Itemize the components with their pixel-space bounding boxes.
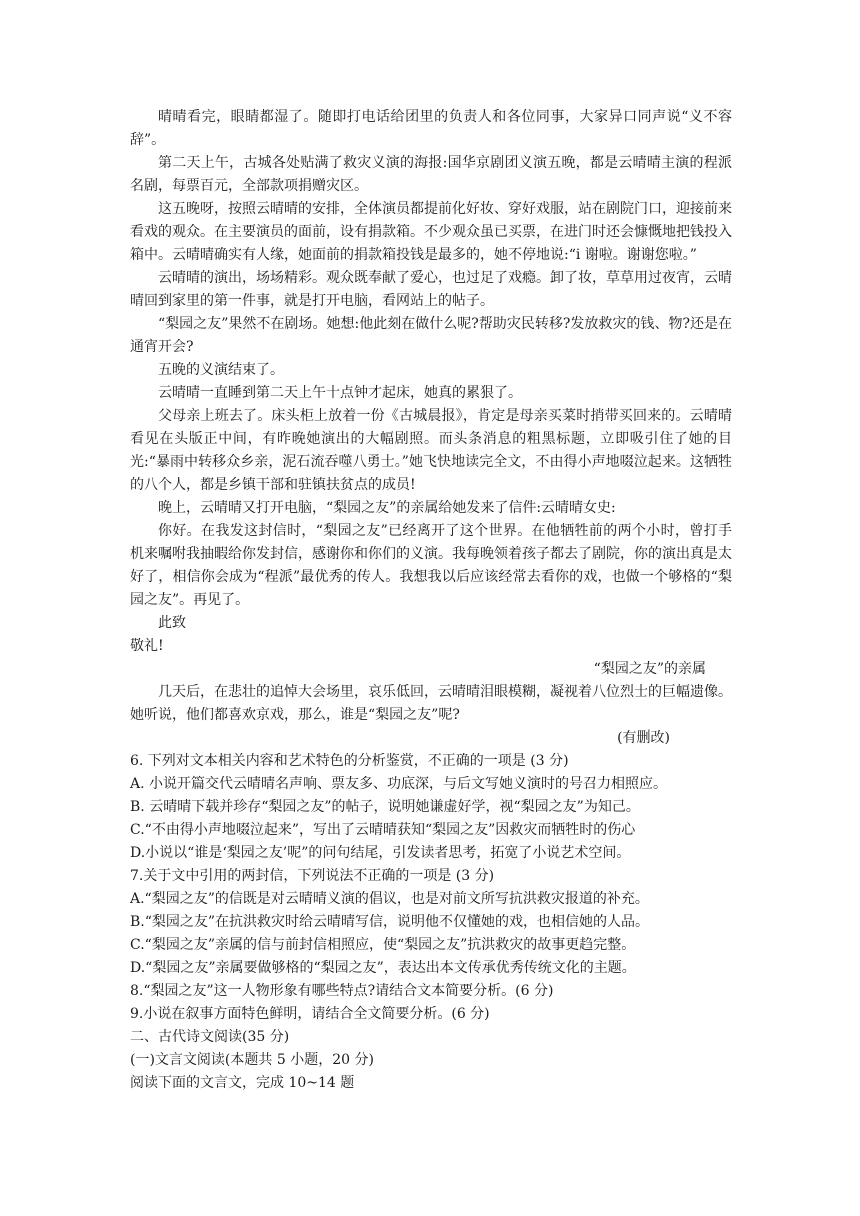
question-6: 6. 下列对文本相关内容和艺术特色的分析鉴赏，不正确的一项是 (3 分) — [130, 753, 569, 769]
question-9: 9.小说在叙事方面特色鲜明，请结合全文简要分析。(6 分) — [130, 1006, 490, 1022]
option-6b: B. 云晴晴下载并珍存“梨园之友”的帖子，说明她谦虚好学，视“梨园之友”为知己。 — [130, 799, 640, 815]
paragraph: 五晚的义演结束了。 — [158, 362, 284, 378]
section-heading: 二、古代诗文阅读(35 分) — [130, 1029, 290, 1045]
paragraph: 云晴晴一直睡到第二天上午十点钟才起床，她真的累狠了。 — [158, 385, 522, 401]
option-7c: C.“梨园之友”亲属的信与前封信相照应，使“梨园之友”抗洪救灾的故事更趋完整。 — [130, 937, 636, 953]
paragraph: 云晴晴的演出，场场精彩。观众既奉献了爱心，也过足了戏瘾。卸了妆，草草用过夜宵，云晴晴回到家里的第一件事，就是打开电脑，看网站上的帖子。 — [130, 270, 732, 309]
letter-signature: “梨园之友”的亲属 — [593, 661, 706, 677]
letter-body: 你好。在我发这封信时，“梨园之友”已经离开了这个世界。在他牺牲前的两个小时，曾打手机来嘱咐我抽暇给你发封信，感谢你和你们的义演。我每晚领着孩子都去了剧院，你的演出真是太好了，相信你会成为“程派”最优秀的传人。我想我以后应该经常去看你的戏，也做一个够格的“梨园之友”。再见了。 — [130, 523, 732, 608]
paragraph: 第二天上午，古城各处贴满了救灾义演的海报:国华京剧团义演五晚，都是云晴晴主演的程派名剧，每票百元，全部款项捐赠灾区。 — [130, 155, 732, 194]
question-7: 7.关于文中引用的两封信，下列说法不正确的一项是 (3 分) — [130, 868, 495, 884]
document-body — [130, 106, 732, 1095]
paragraph: 这五晚呀，按照云晴晴的安排，全体演员都提前化好妆、穿好戏服，站在剧院门口，迎接前来看戏的观众。在主要演员的面前，设有捐款箱。不少观众虽已买票，在进门时还会慷慨地把钱投入箱中。云晴晴确实有人缘，她面前的捐款箱投钱是最多的，她不停地说:“i 谢啦。谢谢您啦。” — [130, 201, 732, 263]
instruction: 阅读下面的文言文，完成 10~14 题 — [130, 1075, 355, 1091]
paragraph: “梨园之友”果然不在剧场。她想:他此刻在做什么呢?帮助灾民转移?发放救灾的钱、物?还是在通宵开会? — [130, 316, 732, 355]
paragraph: 晴晴看完，眼睛都湿了。随即打电话给团里的负责人和各位同事，大家异口同声说“义不容辞”。 — [130, 109, 732, 148]
option-6a: A. 小说开篇交代云晴晴名声响、票友多、功底深，与后文写她义演时的号召力相照应。 — [130, 776, 668, 792]
option-6c: C.“不由得小声地啜泣起来”，写出了云晴晴获知“梨园之友”因救灾而牺牲时的伤心 — [130, 822, 636, 838]
paragraph: 几天后，在悲壮的追悼大会场里，哀乐低回，云晴晴泪眼模糊，凝视着八位烈士的巨幅遗像。她听说，他们都喜欢京戏，那么，谁是“梨园之友”呢? — [130, 684, 732, 723]
option-6d: D.小说以“谁是‘梨园之友’呢”的问句结尾，引发读者思考，拓宽了小说艺术空间。 — [130, 845, 631, 861]
option-7d: D.“梨园之友”亲属要做够格的“梨园之友”，表达出本文传承优秀传统文化的主题。 — [130, 960, 636, 976]
subsection-heading: (一)文言文阅读(本题共 5 小题，20 分) — [130, 1052, 374, 1068]
option-7a: A.“梨园之友”的信既是对云晴晴义演的倡议，也是对前文所写抗洪救灾报道的补充。 — [130, 891, 649, 907]
letter-salutation: 敬礼! — [130, 638, 164, 654]
letter-closing: 此致 — [158, 615, 186, 631]
option-7b: B.“梨园之友”在抗洪救灾时给云晴晴写信，说明他不仅懂她的戏，也相信她的人品。 — [130, 914, 650, 930]
paragraph: 父母亲上班去了。床头柜上放着一份《古城晨报》，肯定是母亲买菜时捎带买回来的。云晴晴看见在头版正中间，有昨晚她演出的大幅剧照。而头条消息的粗黑标题，立即吸引住了她的目光:“暴雨中转移众乡亲，泥石流吞噬八勇士。”她飞快地读完全文，不由得小声地啜泣起来。这牺牲的八个人，都是乡镇干部和驻镇扶贫点的成员! — [130, 408, 732, 493]
question-8: 8.“梨园之友”这一人物形象有哪些特点?请结合文本简要分析。(6 分) — [130, 983, 554, 999]
paragraph: 晚上，云晴晴又打开电脑，“梨园之友”的亲属给她发来了信件:云晴晴女史: — [158, 500, 616, 516]
source-note: (有删改) — [617, 730, 670, 746]
